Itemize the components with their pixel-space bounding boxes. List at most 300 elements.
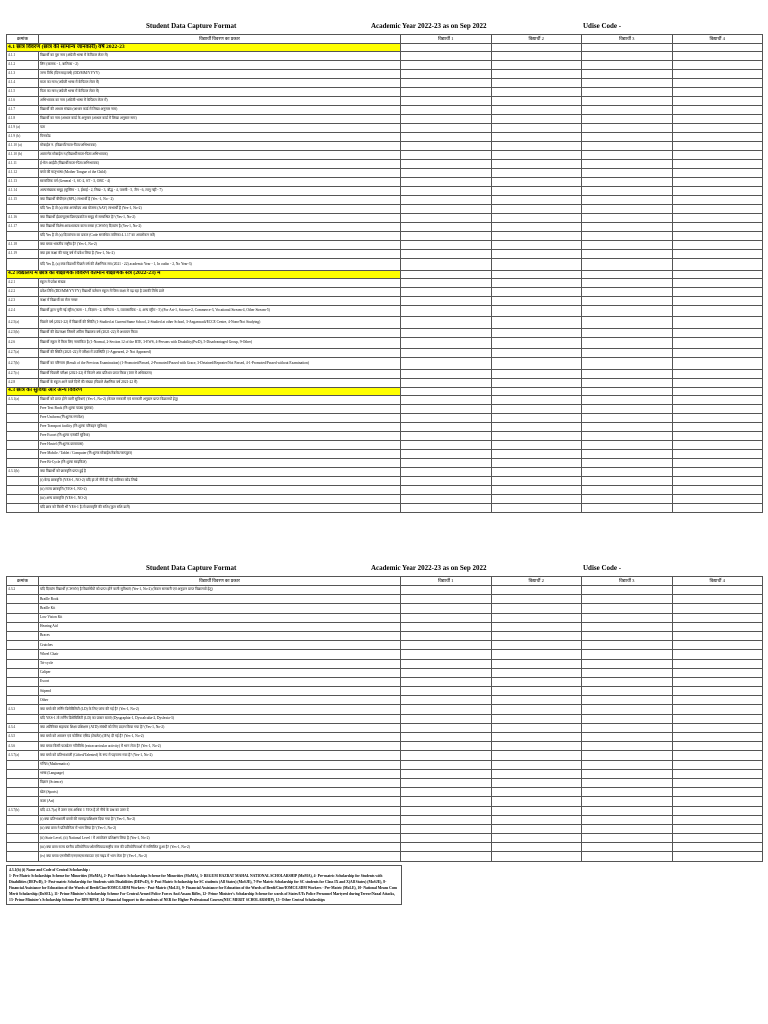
student-4-value-cell[interactable] (672, 305, 763, 317)
student-1-value-cell[interactable] (401, 824, 492, 833)
student-2-value-cell[interactable] (491, 834, 582, 843)
student-1-value-cell[interactable] (401, 659, 492, 668)
student-1-value-cell[interactable] (401, 61, 492, 70)
student-3-value-cell[interactable] (582, 337, 673, 349)
student-2-value-cell[interactable] (491, 305, 582, 317)
student-2-value-cell[interactable] (491, 742, 582, 751)
student-4-value-cell[interactable] (672, 378, 763, 387)
student-4-value-cell[interactable] (672, 723, 763, 732)
student-1-value-cell[interactable] (401, 622, 492, 631)
student-2-value-cell[interactable] (491, 378, 582, 387)
student-4-value-cell[interactable] (672, 449, 763, 458)
student-2-value-cell[interactable] (491, 422, 582, 431)
student-2-value-cell[interactable] (491, 259, 582, 271)
student-1-value-cell[interactable] (401, 503, 492, 512)
student-1-value-cell[interactable] (401, 205, 492, 214)
student-3-value-cell[interactable] (582, 259, 673, 271)
student-4-value-cell[interactable] (672, 476, 763, 485)
student-3-value-cell[interactable] (582, 641, 673, 650)
student-4-value-cell[interactable] (672, 458, 763, 467)
student-2-value-cell[interactable] (491, 124, 582, 133)
student-4-value-cell[interactable] (672, 349, 763, 358)
student-4-value-cell[interactable] (672, 232, 763, 241)
student-2-value-cell[interactable] (491, 604, 582, 613)
student-1-value-cell[interactable] (401, 742, 492, 751)
student-2-value-cell[interactable] (491, 187, 582, 196)
student-1-value-cell[interactable] (401, 440, 492, 449)
student-3-value-cell[interactable] (582, 88, 673, 97)
student-1-value-cell[interactable] (401, 52, 492, 61)
student-1-value-cell[interactable] (401, 404, 492, 413)
student-3-value-cell[interactable] (582, 169, 673, 178)
student-3-value-cell[interactable] (582, 458, 673, 467)
student-3-value-cell[interactable] (582, 250, 673, 259)
student-2-value-cell[interactable] (491, 151, 582, 160)
student-1-value-cell[interactable] (401, 214, 492, 223)
student-1-value-cell[interactable] (401, 631, 492, 640)
student-4-value-cell[interactable] (672, 413, 763, 422)
student-1-value-cell[interactable] (401, 395, 492, 404)
student-3-value-cell[interactable] (582, 196, 673, 205)
student-2-value-cell[interactable] (491, 404, 582, 413)
student-4-value-cell[interactable] (672, 485, 763, 494)
student-1-value-cell[interactable] (401, 449, 492, 458)
student-3-value-cell[interactable] (582, 723, 673, 732)
student-3-value-cell[interactable] (582, 705, 673, 714)
student-2-value-cell[interactable] (491, 287, 582, 296)
student-4-value-cell[interactable] (672, 259, 763, 271)
student-4-value-cell[interactable] (672, 160, 763, 169)
student-1-value-cell[interactable] (401, 142, 492, 151)
student-4-value-cell[interactable] (672, 133, 763, 142)
student-4-value-cell[interactable] (672, 196, 763, 205)
student-2-value-cell[interactable] (491, 337, 582, 349)
student-3-value-cell[interactable] (582, 287, 673, 296)
student-3-value-cell[interactable] (582, 369, 673, 378)
student-1-value-cell[interactable] (401, 668, 492, 677)
student-3-value-cell[interactable] (582, 696, 673, 705)
student-4-value-cell[interactable] (672, 115, 763, 124)
student-2-value-cell[interactable] (491, 824, 582, 833)
student-1-value-cell[interactable] (401, 778, 492, 787)
student-4-value-cell[interactable] (672, 440, 763, 449)
student-2-value-cell[interactable] (491, 650, 582, 659)
student-2-value-cell[interactable] (491, 659, 582, 668)
student-3-value-cell[interactable] (582, 631, 673, 640)
student-1-value-cell[interactable] (401, 328, 492, 337)
student-1-value-cell[interactable] (401, 178, 492, 187)
student-4-value-cell[interactable] (672, 622, 763, 631)
student-4-value-cell[interactable] (672, 187, 763, 196)
student-4-value-cell[interactable] (672, 852, 763, 861)
student-2-value-cell[interactable] (491, 595, 582, 604)
student-3-value-cell[interactable] (582, 358, 673, 370)
student-2-value-cell[interactable] (491, 241, 582, 250)
student-1-value-cell[interactable] (401, 106, 492, 115)
student-3-value-cell[interactable] (582, 214, 673, 223)
student-2-value-cell[interactable] (491, 586, 582, 595)
student-1-value-cell[interactable] (401, 369, 492, 378)
student-1-value-cell[interactable] (401, 187, 492, 196)
student-1-value-cell[interactable] (401, 337, 492, 349)
student-1-value-cell[interactable] (401, 124, 492, 133)
student-4-value-cell[interactable] (672, 742, 763, 751)
student-4-value-cell[interactable] (672, 205, 763, 214)
student-2-value-cell[interactable] (491, 196, 582, 205)
student-3-value-cell[interactable] (582, 404, 673, 413)
student-4-value-cell[interactable] (672, 369, 763, 378)
student-3-value-cell[interactable] (582, 378, 673, 387)
student-1-value-cell[interactable] (401, 305, 492, 317)
student-3-value-cell[interactable] (582, 852, 673, 861)
student-3-value-cell[interactable] (582, 151, 673, 160)
student-3-value-cell[interactable] (582, 714, 673, 723)
student-2-value-cell[interactable] (491, 797, 582, 806)
student-1-value-cell[interactable] (401, 595, 492, 604)
student-2-value-cell[interactable] (491, 328, 582, 337)
student-2-value-cell[interactable] (491, 250, 582, 259)
student-2-value-cell[interactable] (491, 476, 582, 485)
student-3-value-cell[interactable] (582, 449, 673, 458)
student-3-value-cell[interactable] (582, 806, 673, 815)
student-2-value-cell[interactable] (491, 440, 582, 449)
student-1-value-cell[interactable] (401, 378, 492, 387)
student-1-value-cell[interactable] (401, 586, 492, 595)
student-4-value-cell[interactable] (672, 641, 763, 650)
student-2-value-cell[interactable] (491, 178, 582, 187)
student-2-value-cell[interactable] (491, 467, 582, 476)
student-4-value-cell[interactable] (672, 494, 763, 503)
student-4-value-cell[interactable] (672, 769, 763, 778)
student-3-value-cell[interactable] (582, 431, 673, 440)
student-2-value-cell[interactable] (491, 358, 582, 370)
student-3-value-cell[interactable] (582, 733, 673, 742)
student-1-value-cell[interactable] (401, 852, 492, 861)
student-3-value-cell[interactable] (582, 797, 673, 806)
student-1-value-cell[interactable] (401, 223, 492, 232)
student-2-value-cell[interactable] (491, 142, 582, 151)
student-2-value-cell[interactable] (491, 485, 582, 494)
student-2-value-cell[interactable] (491, 806, 582, 815)
student-4-value-cell[interactable] (672, 714, 763, 723)
student-1-value-cell[interactable] (401, 133, 492, 142)
student-3-value-cell[interactable] (582, 133, 673, 142)
student-3-value-cell[interactable] (582, 160, 673, 169)
student-4-value-cell[interactable] (672, 806, 763, 815)
student-2-value-cell[interactable] (491, 705, 582, 714)
student-4-value-cell[interactable] (672, 659, 763, 668)
student-2-value-cell[interactable] (491, 214, 582, 223)
student-2-value-cell[interactable] (491, 751, 582, 760)
student-4-value-cell[interactable] (672, 337, 763, 349)
student-3-value-cell[interactable] (582, 485, 673, 494)
student-3-value-cell[interactable] (582, 413, 673, 422)
student-4-value-cell[interactable] (672, 797, 763, 806)
student-4-value-cell[interactable] (672, 467, 763, 476)
student-1-value-cell[interactable] (401, 358, 492, 370)
student-4-value-cell[interactable] (672, 668, 763, 677)
student-1-value-cell[interactable] (401, 760, 492, 769)
student-4-value-cell[interactable] (672, 595, 763, 604)
student-2-value-cell[interactable] (491, 115, 582, 124)
student-3-value-cell[interactable] (582, 622, 673, 631)
student-2-value-cell[interactable] (491, 852, 582, 861)
student-1-value-cell[interactable] (401, 232, 492, 241)
student-1-value-cell[interactable] (401, 604, 492, 613)
student-4-value-cell[interactable] (672, 250, 763, 259)
student-3-value-cell[interactable] (582, 142, 673, 151)
student-3-value-cell[interactable] (582, 232, 673, 241)
student-3-value-cell[interactable] (582, 778, 673, 787)
student-1-value-cell[interactable] (401, 494, 492, 503)
student-3-value-cell[interactable] (582, 815, 673, 824)
student-3-value-cell[interactable] (582, 788, 673, 797)
student-3-value-cell[interactable] (582, 97, 673, 106)
student-2-value-cell[interactable] (491, 714, 582, 723)
student-1-value-cell[interactable] (401, 797, 492, 806)
student-2-value-cell[interactable] (491, 97, 582, 106)
student-2-value-cell[interactable] (491, 622, 582, 631)
student-3-value-cell[interactable] (582, 476, 673, 485)
student-2-value-cell[interactable] (491, 449, 582, 458)
student-1-value-cell[interactable] (401, 250, 492, 259)
student-1-value-cell[interactable] (401, 241, 492, 250)
student-2-value-cell[interactable] (491, 205, 582, 214)
student-3-value-cell[interactable] (582, 751, 673, 760)
student-1-value-cell[interactable] (401, 169, 492, 178)
student-4-value-cell[interactable] (672, 604, 763, 613)
student-3-value-cell[interactable] (582, 824, 673, 833)
student-2-value-cell[interactable] (491, 494, 582, 503)
student-2-value-cell[interactable] (491, 395, 582, 404)
student-1-value-cell[interactable] (401, 413, 492, 422)
student-3-value-cell[interactable] (582, 422, 673, 431)
student-1-value-cell[interactable] (401, 476, 492, 485)
student-3-value-cell[interactable] (582, 187, 673, 196)
student-4-value-cell[interactable] (672, 124, 763, 133)
student-1-value-cell[interactable] (401, 769, 492, 778)
student-3-value-cell[interactable] (582, 668, 673, 677)
student-4-value-cell[interactable] (672, 296, 763, 305)
student-3-value-cell[interactable] (582, 223, 673, 232)
student-1-value-cell[interactable] (401, 723, 492, 732)
student-4-value-cell[interactable] (672, 404, 763, 413)
student-4-value-cell[interactable] (672, 751, 763, 760)
student-4-value-cell[interactable] (672, 52, 763, 61)
student-3-value-cell[interactable] (582, 659, 673, 668)
student-2-value-cell[interactable] (491, 431, 582, 440)
student-1-value-cell[interactable] (401, 259, 492, 271)
student-3-value-cell[interactable] (582, 124, 673, 133)
student-2-value-cell[interactable] (491, 641, 582, 650)
student-3-value-cell[interactable] (582, 79, 673, 88)
student-3-value-cell[interactable] (582, 52, 673, 61)
student-4-value-cell[interactable] (672, 613, 763, 622)
student-4-value-cell[interactable] (672, 328, 763, 337)
student-2-value-cell[interactable] (491, 317, 582, 329)
student-2-value-cell[interactable] (491, 169, 582, 178)
student-1-value-cell[interactable] (401, 677, 492, 686)
student-4-value-cell[interactable] (672, 223, 763, 232)
student-2-value-cell[interactable] (491, 79, 582, 88)
student-3-value-cell[interactable] (582, 604, 673, 613)
student-4-value-cell[interactable] (672, 760, 763, 769)
student-1-value-cell[interactable] (401, 151, 492, 160)
student-1-value-cell[interactable] (401, 714, 492, 723)
student-1-value-cell[interactable] (401, 97, 492, 106)
student-1-value-cell[interactable] (401, 733, 492, 742)
student-1-value-cell[interactable] (401, 815, 492, 824)
student-4-value-cell[interactable] (672, 97, 763, 106)
student-2-value-cell[interactable] (491, 631, 582, 640)
student-1-value-cell[interactable] (401, 834, 492, 843)
student-4-value-cell[interactable] (672, 733, 763, 742)
student-1-value-cell[interactable] (401, 687, 492, 696)
student-2-value-cell[interactable] (491, 296, 582, 305)
student-2-value-cell[interactable] (491, 815, 582, 824)
student-4-value-cell[interactable] (672, 142, 763, 151)
student-1-value-cell[interactable] (401, 196, 492, 205)
student-4-value-cell[interactable] (672, 88, 763, 97)
student-4-value-cell[interactable] (672, 677, 763, 686)
student-1-value-cell[interactable] (401, 788, 492, 797)
student-3-value-cell[interactable] (582, 106, 673, 115)
student-3-value-cell[interactable] (582, 296, 673, 305)
student-2-value-cell[interactable] (491, 696, 582, 705)
student-3-value-cell[interactable] (582, 317, 673, 329)
student-3-value-cell[interactable] (582, 278, 673, 287)
student-2-value-cell[interactable] (491, 413, 582, 422)
student-1-value-cell[interactable] (401, 650, 492, 659)
student-4-value-cell[interactable] (672, 834, 763, 843)
student-4-value-cell[interactable] (672, 151, 763, 160)
student-1-value-cell[interactable] (401, 349, 492, 358)
student-3-value-cell[interactable] (582, 349, 673, 358)
student-1-value-cell[interactable] (401, 431, 492, 440)
student-2-value-cell[interactable] (491, 278, 582, 287)
student-2-value-cell[interactable] (491, 160, 582, 169)
student-2-value-cell[interactable] (491, 788, 582, 797)
student-2-value-cell[interactable] (491, 223, 582, 232)
student-2-value-cell[interactable] (491, 687, 582, 696)
student-2-value-cell[interactable] (491, 52, 582, 61)
student-2-value-cell[interactable] (491, 677, 582, 686)
student-1-value-cell[interactable] (401, 70, 492, 79)
student-3-value-cell[interactable] (582, 241, 673, 250)
student-4-value-cell[interactable] (672, 824, 763, 833)
student-2-value-cell[interactable] (491, 613, 582, 622)
student-2-value-cell[interactable] (491, 769, 582, 778)
student-3-value-cell[interactable] (582, 595, 673, 604)
student-2-value-cell[interactable] (491, 88, 582, 97)
student-4-value-cell[interactable] (672, 287, 763, 296)
student-1-value-cell[interactable] (401, 751, 492, 760)
student-2-value-cell[interactable] (491, 70, 582, 79)
student-4-value-cell[interactable] (672, 705, 763, 714)
student-4-value-cell[interactable] (672, 503, 763, 512)
student-2-value-cell[interactable] (491, 760, 582, 769)
student-4-value-cell[interactable] (672, 178, 763, 187)
student-1-value-cell[interactable] (401, 458, 492, 467)
student-1-value-cell[interactable] (401, 79, 492, 88)
student-3-value-cell[interactable] (582, 305, 673, 317)
student-3-value-cell[interactable] (582, 760, 673, 769)
student-2-value-cell[interactable] (491, 668, 582, 677)
student-3-value-cell[interactable] (582, 467, 673, 476)
student-1-value-cell[interactable] (401, 705, 492, 714)
student-4-value-cell[interactable] (672, 395, 763, 404)
student-1-value-cell[interactable] (401, 613, 492, 622)
student-3-value-cell[interactable] (582, 687, 673, 696)
student-2-value-cell[interactable] (491, 133, 582, 142)
student-3-value-cell[interactable] (582, 613, 673, 622)
student-3-value-cell[interactable] (582, 494, 673, 503)
student-3-value-cell[interactable] (582, 395, 673, 404)
student-3-value-cell[interactable] (582, 834, 673, 843)
student-2-value-cell[interactable] (491, 458, 582, 467)
student-4-value-cell[interactable] (672, 586, 763, 595)
student-4-value-cell[interactable] (672, 79, 763, 88)
student-2-value-cell[interactable] (491, 61, 582, 70)
student-1-value-cell[interactable] (401, 467, 492, 476)
student-4-value-cell[interactable] (672, 169, 763, 178)
student-2-value-cell[interactable] (491, 733, 582, 742)
student-1-value-cell[interactable] (401, 806, 492, 815)
student-4-value-cell[interactable] (672, 815, 763, 824)
student-3-value-cell[interactable] (582, 742, 673, 751)
student-1-value-cell[interactable] (401, 115, 492, 124)
student-2-value-cell[interactable] (491, 503, 582, 512)
student-3-value-cell[interactable] (582, 178, 673, 187)
student-1-value-cell[interactable] (401, 160, 492, 169)
student-4-value-cell[interactable] (672, 106, 763, 115)
student-4-value-cell[interactable] (672, 358, 763, 370)
student-2-value-cell[interactable] (491, 349, 582, 358)
student-4-value-cell[interactable] (672, 278, 763, 287)
student-3-value-cell[interactable] (582, 328, 673, 337)
student-3-value-cell[interactable] (582, 769, 673, 778)
student-3-value-cell[interactable] (582, 586, 673, 595)
student-1-value-cell[interactable] (401, 278, 492, 287)
student-4-value-cell[interactable] (672, 687, 763, 696)
student-3-value-cell[interactable] (582, 61, 673, 70)
student-4-value-cell[interactable] (672, 422, 763, 431)
student-2-value-cell[interactable] (491, 232, 582, 241)
student-4-value-cell[interactable] (672, 70, 763, 79)
student-4-value-cell[interactable] (672, 631, 763, 640)
student-1-value-cell[interactable] (401, 88, 492, 97)
student-3-value-cell[interactable] (582, 677, 673, 686)
student-1-value-cell[interactable] (401, 317, 492, 329)
student-2-value-cell[interactable] (491, 843, 582, 852)
student-3-value-cell[interactable] (582, 205, 673, 214)
student-4-value-cell[interactable] (672, 778, 763, 787)
student-4-value-cell[interactable] (672, 317, 763, 329)
student-1-value-cell[interactable] (401, 287, 492, 296)
student-1-value-cell[interactable] (401, 641, 492, 650)
student-4-value-cell[interactable] (672, 214, 763, 223)
student-1-value-cell[interactable] (401, 422, 492, 431)
student-1-value-cell[interactable] (401, 843, 492, 852)
student-4-value-cell[interactable] (672, 696, 763, 705)
student-1-value-cell[interactable] (401, 296, 492, 305)
student-3-value-cell[interactable] (582, 70, 673, 79)
student-2-value-cell[interactable] (491, 723, 582, 732)
student-2-value-cell[interactable] (491, 106, 582, 115)
student-1-value-cell[interactable] (401, 696, 492, 705)
student-2-value-cell[interactable] (491, 778, 582, 787)
student-3-value-cell[interactable] (582, 843, 673, 852)
